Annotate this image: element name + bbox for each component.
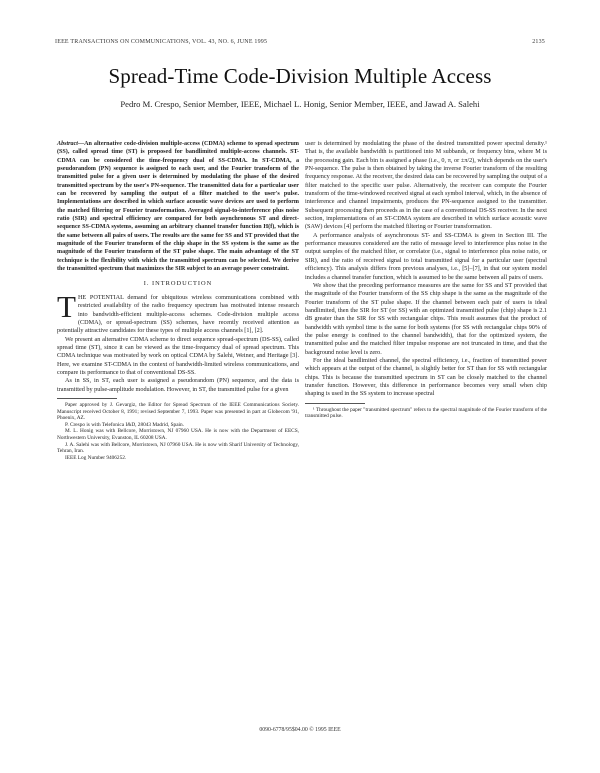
section-heading: I. INTRODUCTION [143,279,213,287]
body-paragraph-2: A performance analysis of asynchronous ST- and SS-CDMA is given in Section III. The performance measures considered are the ratio of message level to interference plus noise in the output samples of the matched filter, or correlator (i.e., signal to interference plus noise ratio, or SIR), and the ratio of received signal to total transmitted signal for a particular user (spectral efficiency). This analysis differs from previous analyses, i.e., [5]–[7], in that our system model includes a channel transfer function, which is assumed to be the same between all pairs of users. [305,231,547,281]
footnote-author-3: J. A. Salehi was with Bellcore, Morristown, NJ 07960 USA. He is now with Sharif University of Technology, Tehran, Iran. [57,441,299,455]
right-footnote-rule [305,403,365,404]
abstract [57,140,299,274]
footnote-log-number: IEEE Log Number 9406252. [65,454,127,461]
left-column [57,140,299,461]
drop-cap: T [57,288,76,324]
journal-citation: IEEE TRANSACTIONS ON COMMUNICATIONS, VOL. 43, NO. 6, JUNE 1995 [55,39,268,45]
running-header [55,39,545,45]
intro-paragraph-1 [57,288,299,336]
copyright-line: 0090-6778/95$04.00 © 1995 IEEE [259,727,341,733]
paper-title: Spread-Time Code-Division Multiple Access [108,64,492,88]
right-column [305,140,547,420]
body-paragraph-4: For the ideal bandlimited channel, the spectral efficiency, i.e., fraction of transmitted power which appears at the output of the channel, is slightly better for ST than for SS with rectangular chips. This is because the transmitted spectrum in ST can be closely matched to the channel transfer function. However, this difference in performance becomes very small when chip shaping is used in the SS system to increase spectral [305,356,547,398]
footnote-author-1: P. Crespo is with Telefonica I&D, 28043 Madrid, Spain. [65,421,184,428]
abstract-text: An alternative code-division multiple-access (CDMA) scheme to spread spectrum (SS), called spread time (ST) is proposed for bandlimited multiple-access channels. ST-CDMA can be considered the time-frequency dual of SS-CDMA. In ST-CDMA, a pseudorandom (PN) sequence is assigned to each user, and the Fourier transform of the transmitted pulse for a given user is determined by modulating the phase of the desired transmitted spectrum by the user's PN-sequence. The transmitted data for a particular user can be recovered by sampling the output of a filter matched to the user's pulse. Implementations are described in which surface acoustic wave devices are used to perform the matched filtering or Fourier transformation. Averaged signal-to-interference plus noise ratio (SIR) and spectral efficiency are compared for both asynchronous ST and direct-sequence SS-CDMA systems, assuming an arbitrary channel transfer function H(f), which is the same between all pairs of users. The results are the same for SS and ST provided that the magnitude of the Fourier transform of the chip shape in the SS system is the same as the magnitude of the Fourier transform of the ST pulse shape. The main advantage of the ST technique is the flexibility with which the transmitted spectrum can be selected. We derive the transmitted spectrum that maximizes the SIR subject to an average power constraint. [57,141,299,273]
footnote-editor: Paper approved by J. Gevargiz, the Editor for Spread Spectrum of the IEEE Communications Society. Manuscript received October 8, 1991; revised September 7, 1993. Paper was presented in part at Globecom '91, Phoenix, AZ. [57,401,299,422]
intro-paragraph-1-text: HE POTENTIAL demand for ubiquitous wireless communications combined with restricted availability of the radio frequency spectrum has motivated intense research into bandwidth-efficient multiple-access schemes. Code-division multiple access (CDMA), or spread-spectrum (SS) schemes, have recently received attention as potentially attractive candidates for these types of multiple access channels [1], [2]. [57,293,299,335]
abstract-lead: Abstract— [57,141,85,147]
footnote-spectrum: ¹ Throughout the paper "transmitted spectrum" refers to the spectral magnitude of the Fourier transform of the transmitted pulse. [305,406,547,420]
intro-paragraph-2: We present an alternative CDMA scheme to direct sequence spread-spectrum (DS-SS), called spread time (ST), since it can be viewed as the time-frequency dual of spread spectrum. This CDMA technique was motivated by work on optical CDMA by Salehi, Weiner, and Heritage [3]. Here, we examine ST-CDMA in the context of bandwidth-limited wireless communications, and compare its performance to that of conventional DS-SS. [57,335,299,376]
body-paragraph-3: We show that the preceding performance measures are the same for SS and ST provided that the magnitude of the Fourier transform of the SS chip shape is the same as the magnitude of the Fourier transform of the ST pulse shape. If the channel between each pair of users is ideal bandlimited, then the SIR for ST (or SS) with an optimized transmitted pulse (chip) shape is 2.1 dB greater than the SIR for SS with rectangular chips. This result assumes that the product of bandwidth with symbol time is the same for both systems (for SS with rectangular chips 90% of the pulse energy is confined to the channel bandwidth), that for the optimized system, the transmitted pulse and the matched filter impulse response are not truncated in time, and that the background noise level is zero. [305,281,547,356]
footnote-rule [57,398,117,399]
intro-paragraph-3: As in SS, in ST, each user is assigned a pseudorandom (PN) sequence, and the data is transmitted by pulse-amplitude modulation. However, in ST, the transmitted pulse for a given [57,377,299,393]
page-number: 2135 [532,39,545,45]
paper-authors: Pedro M. Crespo, Senior Member, IEEE, Michael L. Honig, Senior Member, IEEE, and Jawad A. Salehi [120,99,480,109]
footnote-author-2: M. L. Honig was with Bellcore, Morristown, NJ 07960 USA. He is now with the Department of EECS, Northwestern University, Evanston, IL 60208 USA. [57,428,299,441]
body-paragraph-1: user is determined by modulating the phase of the desired transmitted power spectral density.¹ That is, the available bandwidth is partitioned into M subbands, or frequency bins, where M is the processing gain. Each bin is assigned a phase (i.e., 0, π, or ±π/2), which depends on the user's PN-sequence. The pulse is then obtained by taking the inverse Fourier transform of the resulting frequency response. At the receiver, the desired data can be recovered by sampling the output of a filter matched to the specific user pulse. Alternatively, the receiver can compute the Fourier transform of the time-windowed received signal at each symbol interval, which, in the absence of interference and channel impairments, produces the PN-sequence assigned to the transmitter. Subsequent processing then proceeds as in the case of a conventional DS-SS receiver. In the next section, implementations of an ST-CDMA system are described in which surface acoustic wave (SAW) devices [4] perform the matched filtering or Fourier transformation. [305,140,547,231]
